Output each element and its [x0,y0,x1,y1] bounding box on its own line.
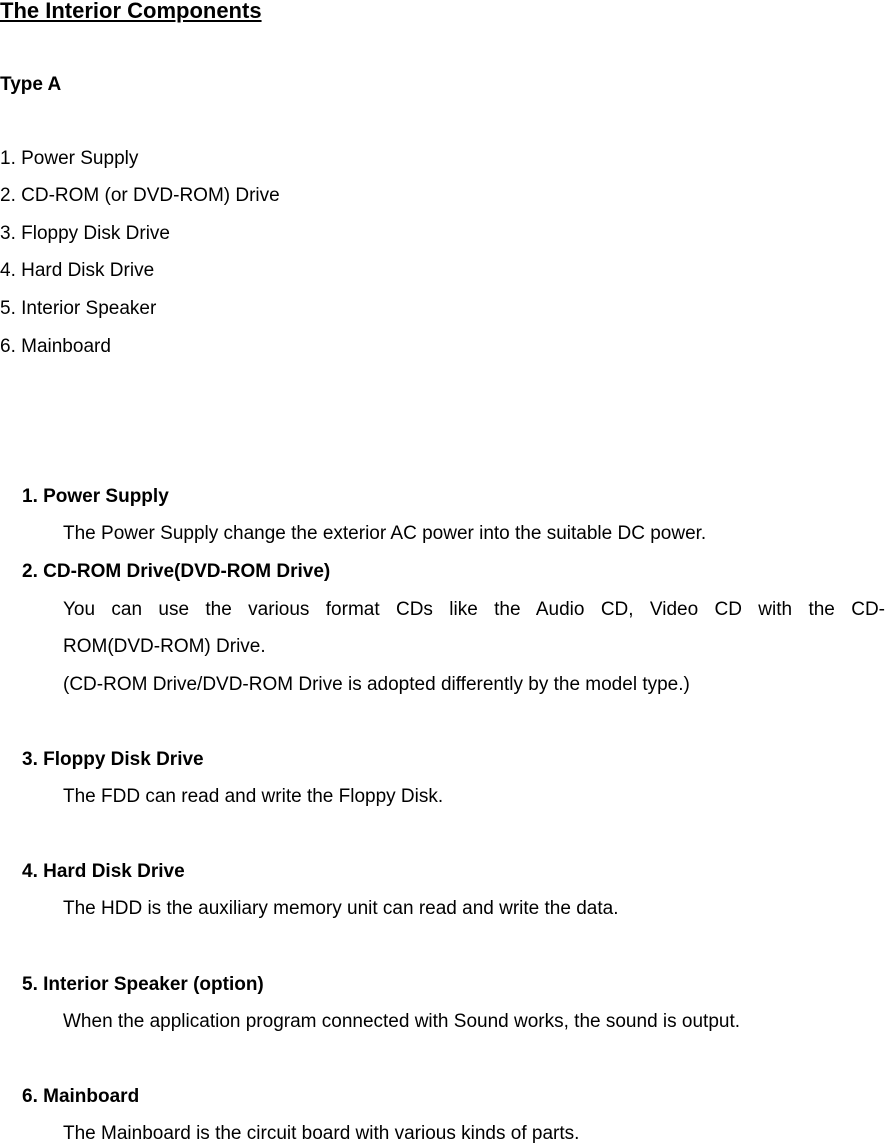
list-item: 4. Hard Disk Drive [0,260,155,281]
section-heading: 5. Interior Speaker (option) [22,974,264,995]
list-item: 2. CD-ROM (or DVD-ROM) Drive [0,185,280,206]
section-text: The HDD is the auxiliary memory unit can read and write the data. [63,898,619,919]
section-text: When the application program connected with Sound works, the sound is output. [63,1011,741,1032]
list-item: 1. Power Supply [0,148,139,169]
section-heading: 1. Power Supply [22,486,169,507]
section-text: The Mainboard is the circuit board with various kinds of parts. [63,1123,580,1144]
list-item: 3. Floppy Disk Drive [0,223,170,244]
section-heading: 2. CD-ROM Drive(DVD-ROM Drive) [22,561,331,582]
section-text: ROM(DVD-ROM) Drive. [63,636,266,657]
type-label: Type A [0,74,62,95]
section-heading: 6. Mainboard [22,1086,140,1107]
list-item: 5. Interior Speaker [0,298,157,319]
section-heading: 4. Hard Disk Drive [22,861,185,882]
section-heading: 3. Floppy Disk Drive [22,749,204,770]
section-text: (CD-ROM Drive/DVD-ROM Drive is adopted differently by the model type.) [63,674,690,695]
section-text: The Power Supply change the exterior AC power into the suitable DC power. [63,523,707,544]
list-item: 6. Mainboard [0,336,111,357]
section-text: You can use the various format CDs like the Audio CD, Video CD with the CD- [63,599,885,620]
page-title: The Interior Components [0,0,262,23]
section-text: The FDD can read and write the Floppy Disk. [63,786,444,807]
